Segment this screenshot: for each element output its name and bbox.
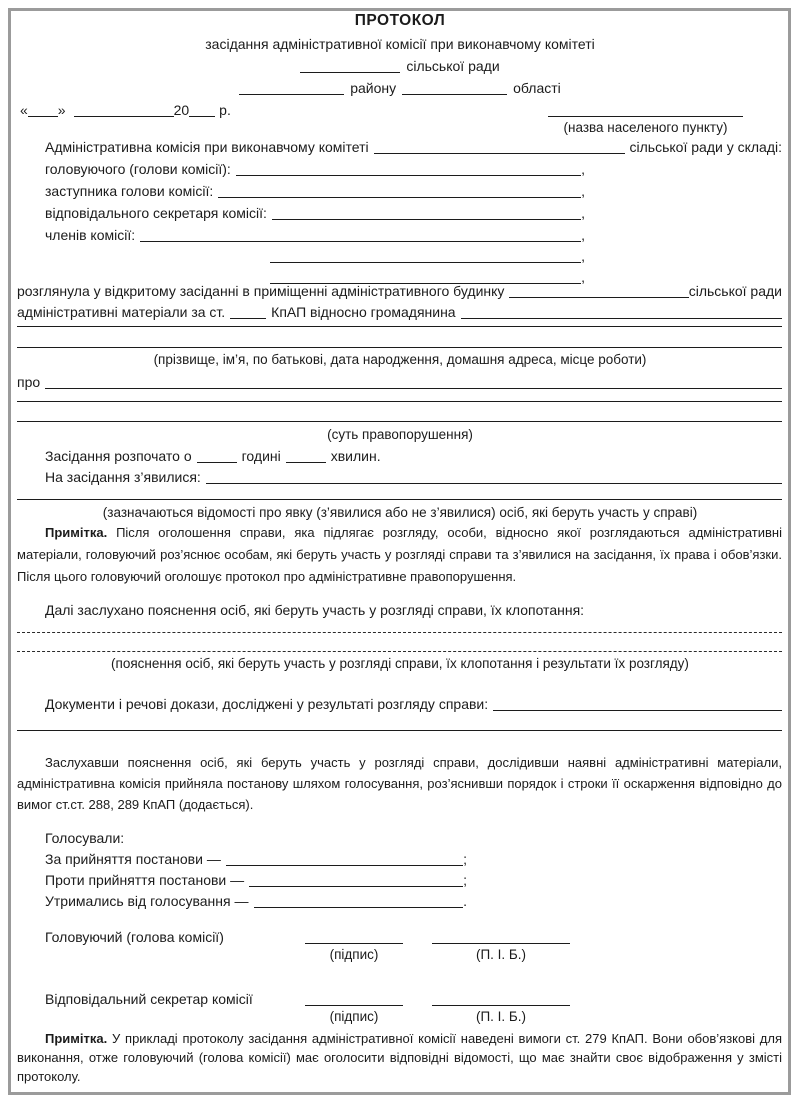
session-start-mid: годині bbox=[241, 448, 281, 464]
close-quote: » bbox=[57, 102, 66, 118]
note-paragraph bbox=[17, 522, 782, 588]
further-hearing-label: Далі заслухано пояснення осіб, які беруть участь у розгляді справи, їх клопотання: bbox=[45, 602, 585, 618]
commission-intro-row bbox=[45, 138, 782, 156]
secretary-role-label: відповідального секретаря комісії: bbox=[45, 205, 267, 221]
documents-row bbox=[45, 695, 782, 713]
article-number-blank bbox=[230, 318, 266, 319]
session-start-suffix: хвилин. bbox=[330, 448, 381, 464]
settlement-caption: (назва населеного пункту) bbox=[563, 120, 728, 135]
vote-against-label: Проти прийняття постанови — bbox=[45, 872, 245, 888]
council-name-blank bbox=[300, 72, 400, 73]
header-subtitle: засідання адміністративної комісії при виконавчому комітеті bbox=[205, 36, 595, 52]
region-name-blank bbox=[402, 94, 507, 95]
about-label: про bbox=[17, 374, 41, 390]
chairman-signature-row bbox=[45, 928, 224, 946]
citizen-name-blank bbox=[461, 318, 782, 319]
member-extra-row: , bbox=[270, 247, 585, 265]
vote-abstained-label: Утримались від голосування — bbox=[45, 893, 249, 909]
explanation-line bbox=[17, 632, 782, 633]
offense-caption: (суть правопорушення) bbox=[327, 427, 473, 442]
decision-text: Заслухавши пояснення осіб, які беруть участь у розгляді справи, дослідивши наявні адміністративні матеріали, адміністративна комісія прийняла постанову шляхом голосування, роз’яснивши порядок і строки її оскарження відповідно до вимог ст.ст. 288, 289 КпАП (додається). bbox=[17, 755, 782, 812]
offense-blank bbox=[45, 388, 782, 389]
name-caption: (П. І. Б.) bbox=[475, 1009, 527, 1024]
chairman-role-row: головуючого (голови комісії): , bbox=[45, 161, 585, 177]
final-note-lead: Примітка. bbox=[45, 1031, 108, 1046]
session-start-prefix: Засідання розпочато о bbox=[45, 448, 192, 464]
signature-line bbox=[305, 1005, 403, 1006]
region-label: області bbox=[513, 80, 561, 96]
name-caption: (П. І. Б.) bbox=[475, 947, 527, 962]
signature-caption: (підпис) bbox=[329, 1009, 379, 1024]
note-text: Після оголошення справи, яка підлягає розгляду, особи, відносно якої розглядаються адміністративні матеріали, головуючий роз’яснює особам, які беруть участь у розгляді справи та з’явилися на засідання, їх права і обов’язки. Після цього головуючий оголошує протокол про адміністративне правопорушення. bbox=[17, 525, 782, 584]
date-century: 20 bbox=[173, 102, 190, 118]
explanations-caption: (пояснення осіб, які беруть участь у розгляді справи, їх клопотання і результати їх розгляду) bbox=[111, 656, 689, 671]
secretary-signature-row bbox=[45, 990, 253, 1008]
deputy-role-label: заступника голови комісії: bbox=[45, 183, 214, 199]
deputy-name-blank bbox=[218, 197, 581, 198]
name-line bbox=[432, 1005, 570, 1006]
materials-prefix: адміністративні матеріали за ст. bbox=[17, 304, 226, 320]
decision-paragraph bbox=[17, 752, 782, 815]
name-line bbox=[432, 943, 570, 944]
member-name-blank bbox=[270, 262, 581, 263]
page-title: ПРОТОКОЛ bbox=[354, 12, 446, 29]
commission-intro-suffix: сільської ради у складі: bbox=[629, 139, 782, 155]
settlement-name-blank bbox=[548, 116, 743, 117]
appeared-label: На засідання з’явилися: bbox=[45, 469, 201, 485]
appeared-row bbox=[45, 468, 782, 486]
person-details-line bbox=[17, 326, 782, 327]
member-name-blank bbox=[140, 241, 581, 242]
district-name-blank bbox=[239, 94, 344, 95]
final-note-paragraph bbox=[17, 1029, 782, 1086]
vote-for-label: За прийняття постанови — bbox=[45, 851, 221, 867]
signature-line bbox=[305, 943, 403, 944]
offense-line bbox=[17, 421, 782, 422]
secretary-signature-label: Відповідальний секретар комісії bbox=[45, 991, 253, 1007]
open-quote: « bbox=[20, 102, 28, 118]
vote-abstained-row: Утримались від голосування — . bbox=[45, 893, 467, 909]
case-council-blank bbox=[509, 297, 688, 298]
case-intro-row bbox=[17, 282, 782, 300]
members-role-row: членів комісії: , bbox=[45, 227, 585, 243]
district-region-row bbox=[0, 79, 800, 97]
date-year-suffix: р. bbox=[219, 102, 231, 118]
attendance-line bbox=[17, 499, 782, 500]
session-start-row bbox=[45, 447, 381, 465]
chairman-signature-label: Головуючий (голова комісії) bbox=[45, 929, 224, 945]
explanation-line bbox=[17, 651, 782, 652]
date-day-blank bbox=[28, 116, 58, 117]
member-extra-row: , bbox=[270, 268, 585, 286]
secretary-role-row: відповідального секретаря комісії: , bbox=[45, 205, 585, 221]
documents-blank bbox=[493, 710, 782, 711]
commission-intro-prefix: Адміністративна комісія при виконавчому комітеті bbox=[45, 139, 369, 155]
materials-suffix: КпАП відносно громадянина bbox=[271, 304, 456, 320]
deputy-role-row: заступника голови комісії: , bbox=[45, 183, 585, 199]
members-role-label: членів комісії: bbox=[45, 227, 136, 243]
vote-against-blank bbox=[249, 886, 463, 887]
person-details-line bbox=[17, 347, 782, 348]
signature-caption: (підпис) bbox=[329, 947, 379, 962]
date-row bbox=[20, 101, 231, 119]
date-month-blank bbox=[74, 116, 174, 117]
vote-abstained-blank bbox=[254, 907, 464, 908]
council-name-row bbox=[0, 57, 800, 75]
case-intro-prefix: розглянула у відкритому засіданні в приміщенні адміністративного будинку bbox=[17, 283, 505, 299]
further-hearing-row bbox=[45, 601, 584, 619]
hour-blank bbox=[197, 462, 237, 463]
vote-for-blank bbox=[226, 865, 463, 866]
chairman-name-blank bbox=[236, 175, 581, 176]
final-note-text: У прикладі протоколу засідання адміністративної комісії наведені вимоги ст. 279 КпАП. Вони обов’язкові для виконання, отже головуючий (голова комісії) має оголосити відповідні відомості, що має знайти своє відображення у змісті протоколу. bbox=[17, 1031, 782, 1084]
documents-label: Документи і речові докази, досліджені у результаті розгляду справи: bbox=[45, 696, 489, 712]
vote-against-row: Проти прийняття постанови — ; bbox=[45, 872, 467, 888]
secretary-name-blank bbox=[272, 219, 581, 220]
chairman-role-label: головуючого (голови комісії): bbox=[45, 161, 231, 177]
minute-blank bbox=[286, 462, 326, 463]
council-suffix: сільської ради bbox=[406, 58, 500, 74]
about-row bbox=[17, 373, 782, 391]
date-year-blank bbox=[189, 116, 215, 117]
attendance-caption: (зазначаються відомості про явку (з’явилися або не з’явилися) осіб, які беруть участь у справі) bbox=[102, 505, 698, 520]
offense-line bbox=[17, 401, 782, 402]
note-lead: Примітка. bbox=[45, 525, 108, 540]
materials-row bbox=[17, 303, 782, 321]
district-label: району bbox=[350, 80, 397, 96]
case-intro-suffix: сільської ради bbox=[688, 283, 782, 299]
vote-for-row: За прийняття постанови — ; bbox=[45, 851, 467, 867]
person-caption: (прізвище, ім’я, по батькові, дата народження, домашня адреса, місце роботи) bbox=[153, 352, 647, 367]
commission-council-blank bbox=[374, 153, 625, 154]
appeared-blank bbox=[206, 483, 782, 484]
voting-heading: Голосували: bbox=[45, 830, 125, 846]
evidence-line bbox=[17, 730, 782, 731]
